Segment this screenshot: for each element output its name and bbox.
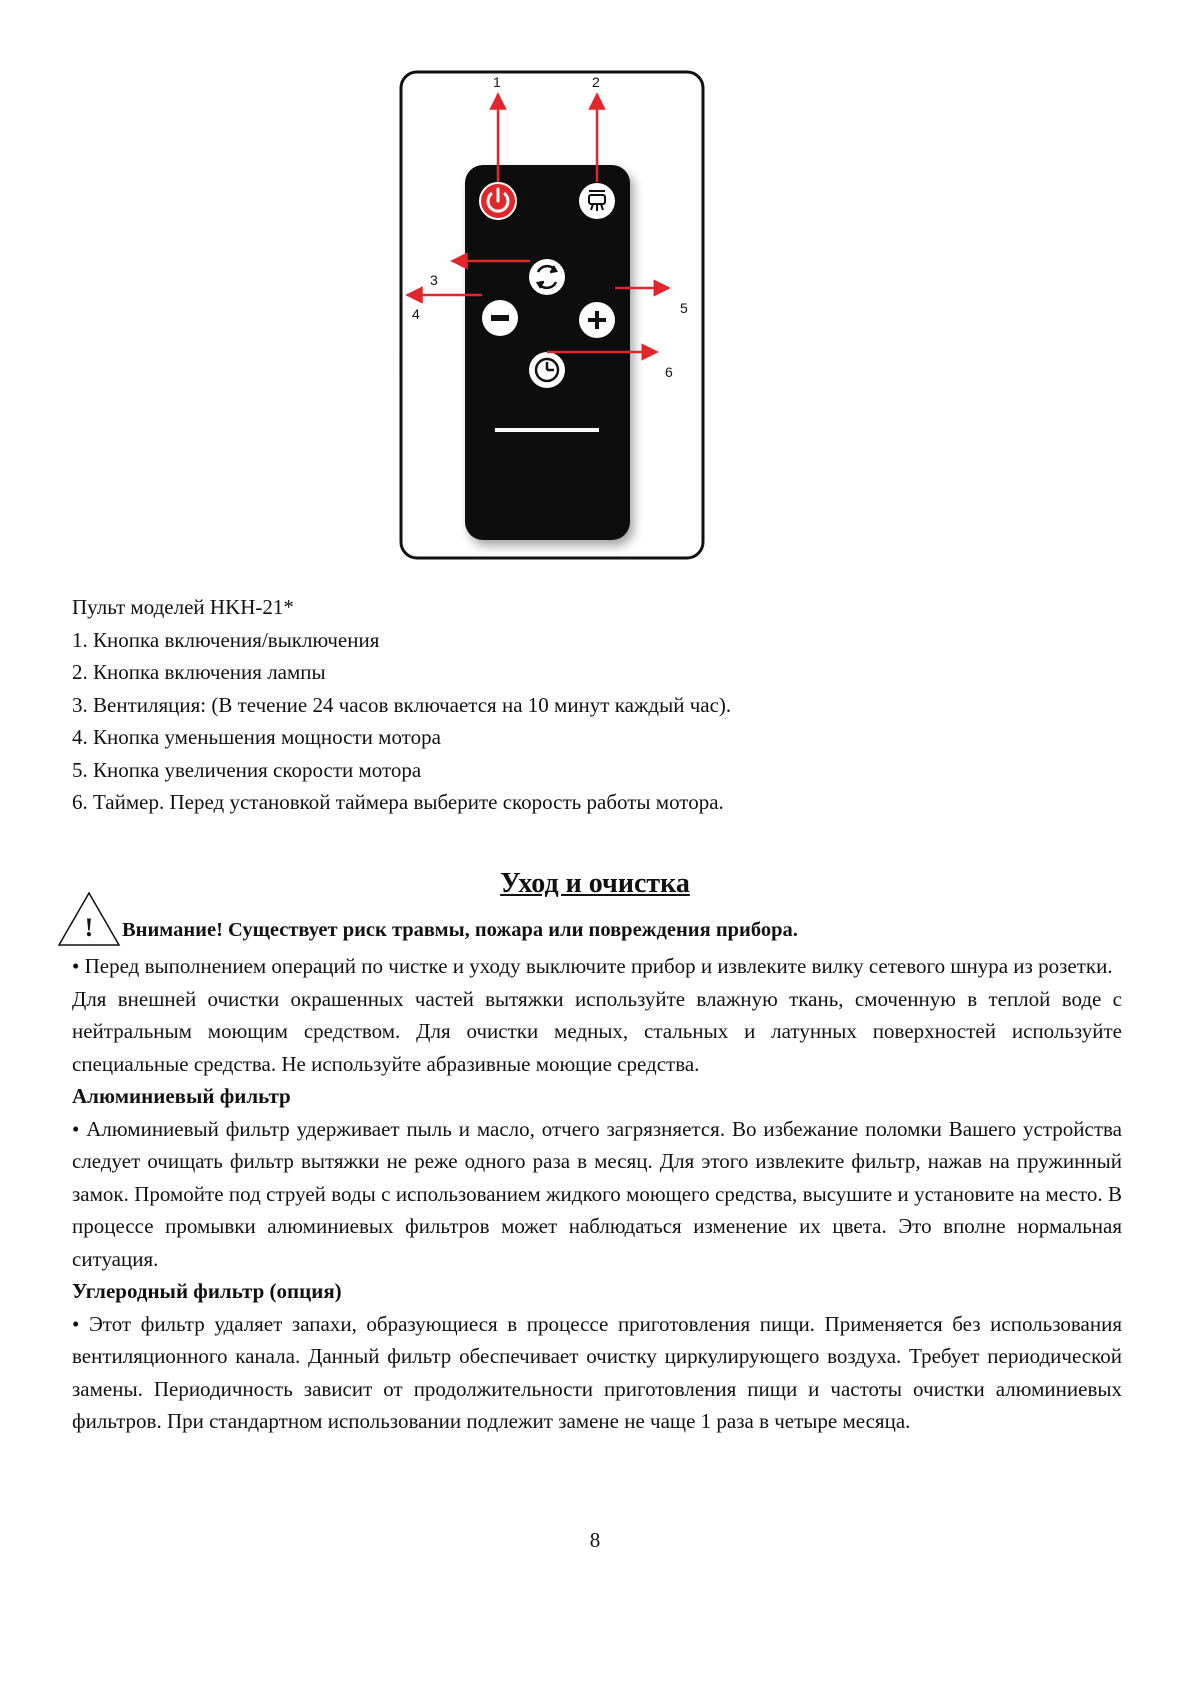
power-button[interactable]: [480, 183, 516, 219]
callout-label-5: 5: [680, 300, 688, 316]
plus-button[interactable]: [579, 302, 615, 338]
callout-label-2: 2: [592, 74, 600, 90]
legend-item-4: 4. Кнопка уменьшения мощности мотора: [72, 725, 441, 749]
section-heading: Уход и очистка: [500, 868, 690, 899]
indicator-bar: [495, 428, 599, 432]
remote-diagram: [397, 70, 707, 560]
minus-button[interactable]: [482, 300, 518, 336]
remote-figure: [397, 70, 707, 560]
legend-item-1: 1. Кнопка включения/выключения: [72, 627, 380, 652]
callout-label-4: 4: [412, 306, 420, 322]
legend-item-2: 2. Кнопка включения лампы: [72, 660, 326, 684]
paragraph-unplug: • Перед выполнением операций по чистке и уходу выключите прибор и извлеките вилку сетевого шнура из розетки.: [72, 954, 1113, 978]
legend-item-5: 5. Кнопка увеличения скорости мотора: [72, 757, 422, 782]
lamp-button[interactable]: [579, 183, 615, 219]
callout-label-3: 3: [430, 272, 438, 288]
care-body: [72, 950, 1122, 1438]
remote-caption-title: Пульт моделей HKH-21*: [72, 595, 294, 619]
timer-button[interactable]: [529, 352, 565, 388]
svg-text:!: !: [84, 913, 94, 942]
minus-icon: [491, 315, 509, 321]
page-number: 8: [589, 1528, 601, 1552]
callout-label-1: 1: [493, 74, 501, 90]
subheading-aluminum-filter: Алюминиевый фильтр: [72, 1084, 291, 1108]
remote-legend: [72, 591, 1122, 819]
paragraph-carbon-filter: • Этот фильтр удаляет запахи, образующиеся в процессе приготовления пищи. Применяется без использования вентиляционного канала. Данный фильтр обеспечивает очистку циркулирующего воздуха. Требует периодической замены. Периодичность зависит от продолжительности приготовления пищи и частоты очистки алюминиевых фильтров. При стандартном использовании подлежит замене не чаще 1 раза в четыре месяца.: [72, 1311, 1122, 1433]
subheading-carbon-filter: Углеродный фильтр (опция): [72, 1279, 342, 1303]
warning-text: Внимание! Существует риск травмы, пожара или повреждения прибора.: [122, 919, 798, 941]
legend-item-6: 6. Таймер. Перед установкой таймера выберите скорость работы мотора.: [72, 790, 724, 814]
legend-item-3: 3. Вентиляция: (В течение 24 часов включается на 10 минут каждый час).: [72, 692, 732, 717]
paragraph-external-cleaning: Для внешней очистки окрашенных частей вытяжки используйте влажную ткань, смоченную в теплой воде с нейтральным моющим средством. Для очистки медных, стальных и латунных поверхностей используйте специальные средства. Не используйте абразивные моющие средства.: [72, 986, 1122, 1076]
warning-icon: [56, 890, 122, 953]
callout-label-6: 6: [665, 364, 673, 380]
ventilation-button[interactable]: [529, 259, 565, 295]
paragraph-aluminum-filter: • Алюминиевый фильтр удерживает пыль и масло, отчего загрязняется. Во избежание поломки Вашего устройства следует очищать фильтр вытяжки не реже одного раза в месяц. Для этого извлеките фильтр, нажав на пружинный замок. Промойте под струей воды с использованием жидкого моющего средства, высушите и установите на место. В процессе промывки алюминиевых фильтров может наблюдаться изменение их цвета. Это вполне нормальная ситуация.: [72, 1116, 1122, 1271]
